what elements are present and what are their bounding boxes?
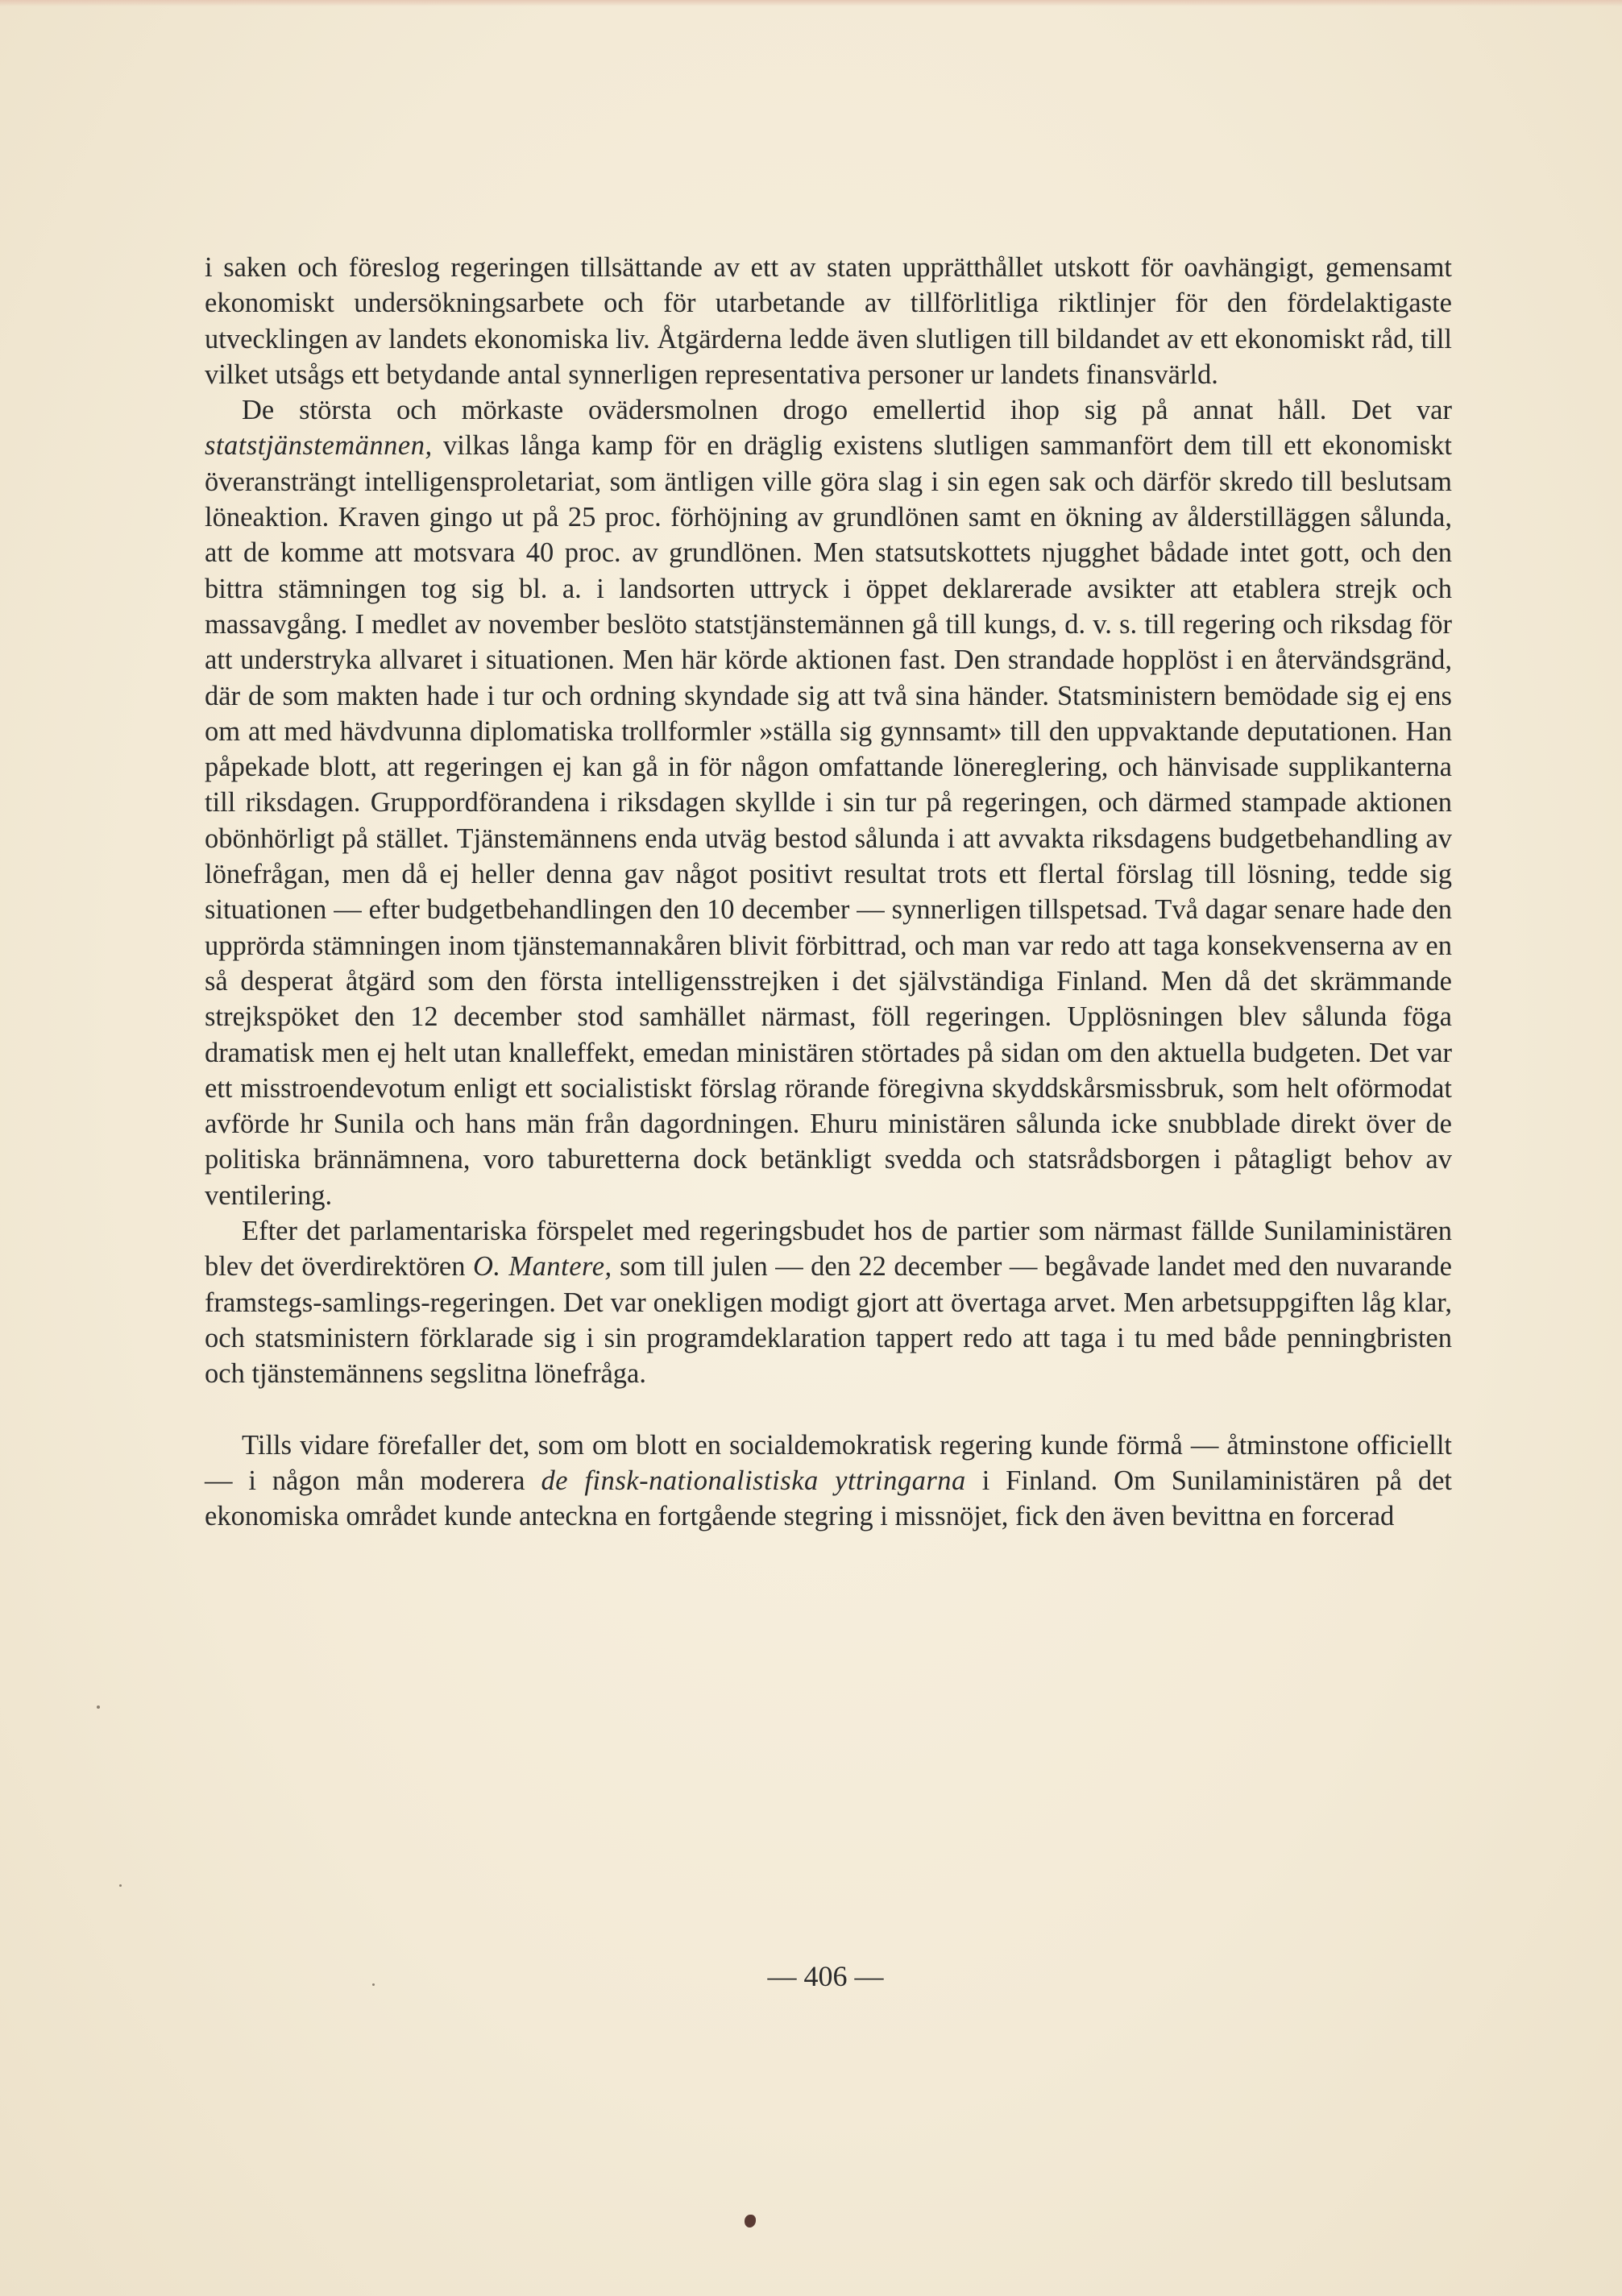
paragraph-2-text-a: De största och mörkaste ovädersmolnen drogo emellertid ihop sig på annat håll. Det var <box>242 395 1452 426</box>
emphasis-mantere: O. Mantere, <box>472 1251 612 1283</box>
paper-speck <box>372 1983 375 1986</box>
paragraph-3-text-b: som till julen — den 22 december — begåvade landet med den nuvarande framstegs-samlings-regeringen. Det var onekligen modigt gjort att övertaga arvet. Men arbetsuppgiften låg klar, och statsministern förklarade sig i sin programdeklaration tappert redo att taga i tu med både penningbristen och tjänstemännens segslitna lönefråga. <box>205 1251 1452 1390</box>
paragraph-3-text-a: Efter det parlamentariska förspelet med regeringsbudet hos de partier som närmast fällde Sunilaministären blev det överdirektören <box>205 1216 1452 1283</box>
paragraph-2-text-b: vilkas långa kamp för en dräglig existens slutligen sammanfört dem till ett ekonomiskt överansträngt intelligensproletariat, som äntligen ville göra slag i sin egen sak och därför skredo till beslutsam löneaktion. Kraven gingo ut på 25 proc. förhöjning av grundlönen samt en ökning av ålderstilläggen sålunda, att de komme att motsvara 40 proc. av grundlönen. Men statsutskottets njugghet bådade intet gott, och den bittra stämningen tog sig bl. a. i landsorten uttryck i öppet deklarerade avsikter att etablera strejk och massavgång. I medlet av november beslöto statstjänstemännen gå till kungs, d. v. s. till regering och riksdag för att understryka allvaret i situationen. Men här körde aktionen fast. Den strandade hopplöst i en återvändsgränd, där de som makten hade i tur och ordning skyndade sig att två sina händer. Statsministern bemödade sig ej ens om att med hävdvunna diplomatiska trollformler »ställa sig gynnsamt» till den uppvaktande deputationen. Han påpekade blott, att regeringen ej kan gå in för någon omfattande lönereglering, och hänvisade supplikanterna till riksdagen. Gruppordförandena i riksdagen skyllde i sin tur på regeringen, och därmed stampade aktionen obönhörligt på stället. Tjänstemännens enda utväg bestod sålunda i att avvakta riksdagens budgetbehandling av lönefrågan, men då ej heller denna gav något positivt resultat trots ett flertal förslag till lösning, tedde sig situationen — efter budgetbehandlingen den 10 december — synnerligen tillspetsad. Två dagar senare hade den upprörda stämningen inom tjänstemannakåren blivit förbittrad, och man var redo att taga konsekvenserna av en så desperat åtgärd som den första intelligensstrejken i det självständiga Finland. Men då det skrämmande strejkspöket den 12 december stod samhället närmast, föll regeringen. Upplösningen blev sålunda föga dramatisk men ej helt utan knalleffekt, emedan ministären störtades på sidan om den aktuella budgeten. Det var ett misstroendevotum enligt ett socialistiskt förslag rörande föregivna skyddskårsmissbruk, som helt oförmodat avförde hr Sunila och hans män från dagordningen. Ehuru ministären sålunda icke snubblade direkt över de politiska brännämnena, voro taburetterna dock betänkligt svedda och statsrådsborgen i påtagligt behov av ventilering. <box>205 430 1453 1211</box>
paragraph-3 <box>205 1213 1452 1391</box>
page-top-edge <box>0 0 1622 6</box>
emphasis-statstjanstemannen: statstjänstemännen, <box>205 430 433 462</box>
paragraph-1-text: i saken och föreslog regeringen tillsättande av ett av staten upprätthållet utskott för oavhängigt, gemensamt ekonomiskt undersökningsarbete och för utarbetande av tillförlitliga riktlinjer för den fördelaktigaste utvecklingen av landets ekonomiska liv. Åtgärderna ledde även slutligen till bildandet av ett ekonomiskt råd, till vilket utsågs ett betydande antal synnerligen representativa personer ur landets finansvärld. <box>205 252 1452 390</box>
paragraph-4-text-a: Tills vidare förefaller det, som om blott en socialdemokratisk regering kunde förmå — åtminstone officiellt — i någon mån moderera <box>205 1429 1452 1496</box>
body-text <box>205 250 1452 1534</box>
page-number: — 406 — <box>767 1960 884 1992</box>
paragraph-2 <box>205 392 1452 1213</box>
paper-speck <box>119 1884 122 1887</box>
paragraph-4 <box>205 1428 1452 1535</box>
paragraph-4-text-b: i Finland. Om Sunilaministären på det ekonomiska området kunde anteckna en fortgående stegring i missnöjet, fick den även bevittna en forcerad <box>205 1465 1453 1532</box>
paragraph-1 <box>205 250 1452 392</box>
paper-speck <box>97 1705 100 1709</box>
emphasis-finsk-nationalistiska: de finsk-nationalistiska yttringarna <box>541 1465 966 1496</box>
